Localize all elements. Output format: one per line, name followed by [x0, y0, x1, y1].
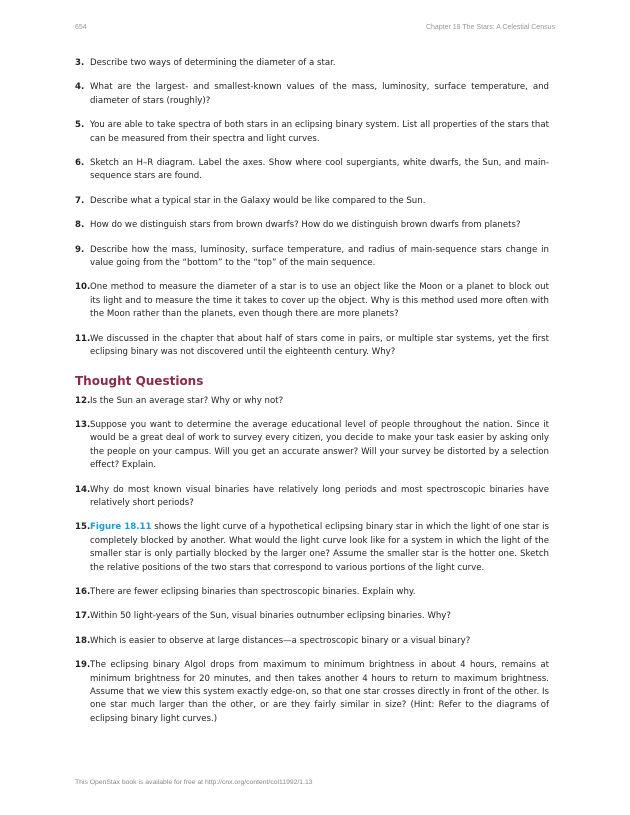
question-item: 18. Which is easier to observe at large distances—a spectroscopic binary or a visual binary? [75, 635, 471, 646]
chapter-title: Chapter 18 The Stars: A Celestial Census [425, 24, 555, 31]
question-item: 12. Is the Sun an average star? Why or why not? [75, 395, 284, 406]
question-item: 11. We discussed in the chapter that about half of stars come in pairs, or multiple star systems, yet the first eclipsing binary was not discovered until the eighteenth century. Why? [75, 333, 549, 358]
question-item: 10. One method to measure the diameter of a star is to use an object like the Moon or a planet to block out its light and to measure the time it takes to cover up the object. Why is this method used more often with the Moon rather than the planets, even though there are more planets? [75, 282, 549, 320]
question-item: 15. Figure 18.11 shows the light curve of a hypothetical eclipsing binary star in which the light of one star is completely blocked by another. What would the light curve look like for a system in which the light of the smaller star is only partially blocked by the larger one? Assume the smaller star is the hotter one. Sketch the relative positions of the two stars that correspond to various portions of the light curve. [75, 522, 549, 573]
thought-questions-list [75, 395, 549, 727]
question-item: 13. Suppose you want to determine the average educational level of people throughout the nation. Since it would be a great deal of work to survey every citizen, you decide to make your task easier by asking only the people on your campus. Will you get an accurate answer? Will your survey be distorted by a selection effect? Explain. [75, 419, 549, 471]
question-item: 19. The eclipsing binary Algol drops from maximum to minimum brightness in about 4 hours, remains at minimum brightness for 20 minutes, and then takes another 4 hours to return to maximum brightness. Assume that we view this system exactly edge-on, so that one star crosses directly in front of the other. Is one star much larger than the other, or are they fairly similar in size? (Hint: Refer to the diagrams of eclipsing binary light curves.) [75, 660, 549, 724]
question-item: 14. Why do most known visual binaries have relatively long periods and most spectroscopic binaries have relatively short periods? [75, 484, 549, 508]
review-questions-list [75, 57, 549, 360]
question-item: 3. Describe two ways of determining the diameter of a star. [75, 58, 336, 68]
question-item: 17. Within 50 light-years of the Sun, visual binaries outnumber eclipsing binaries. Why? [75, 611, 451, 622]
page-number: 654 [75, 24, 87, 31]
figure-link[interactable]: Figure 18.11 [90, 522, 152, 533]
page-header [75, 24, 555, 36]
main-content [75, 57, 549, 726]
question-item: 6. Sketch an H–R diagram. Label the axes. Show where cool supergiants, white dwarfs, the Sun, and main-sequence stars are found. [75, 158, 549, 182]
question-item: 9. Describe how the mass, luminosity, surface temperature, and radius of main-sequence stars change in value going from the “bottom” to the “top” of the main sequence. [75, 244, 549, 269]
question-item: 5. You are able to take spectra of both stars in an eclipsing binary system. List all properties of the stars that can be measured from their spectra and light curves. [75, 120, 549, 144]
section-heading-thought-questions: Thought Questions [75, 373, 204, 388]
question-item: 7. Describe what a typical star in the Galaxy would be like compared to the Sun. [75, 195, 426, 206]
question-item: 8. How do we distinguish stars from brown dwarfs? How do we distinguish brown dwarfs from planets? [75, 220, 521, 231]
question-item: 16. There are fewer eclipsing binaries than spectroscopic binaries. Explain why. [75, 586, 416, 597]
question-item: 4. What are the largest- and smallest-known values of the mass, luminosity, surface temperature, and diameter of stars (roughly)? [75, 82, 549, 106]
page-footer: This OpenStax book is available for free at http://cnx.org/content/col11992/1.13 [75, 779, 313, 786]
